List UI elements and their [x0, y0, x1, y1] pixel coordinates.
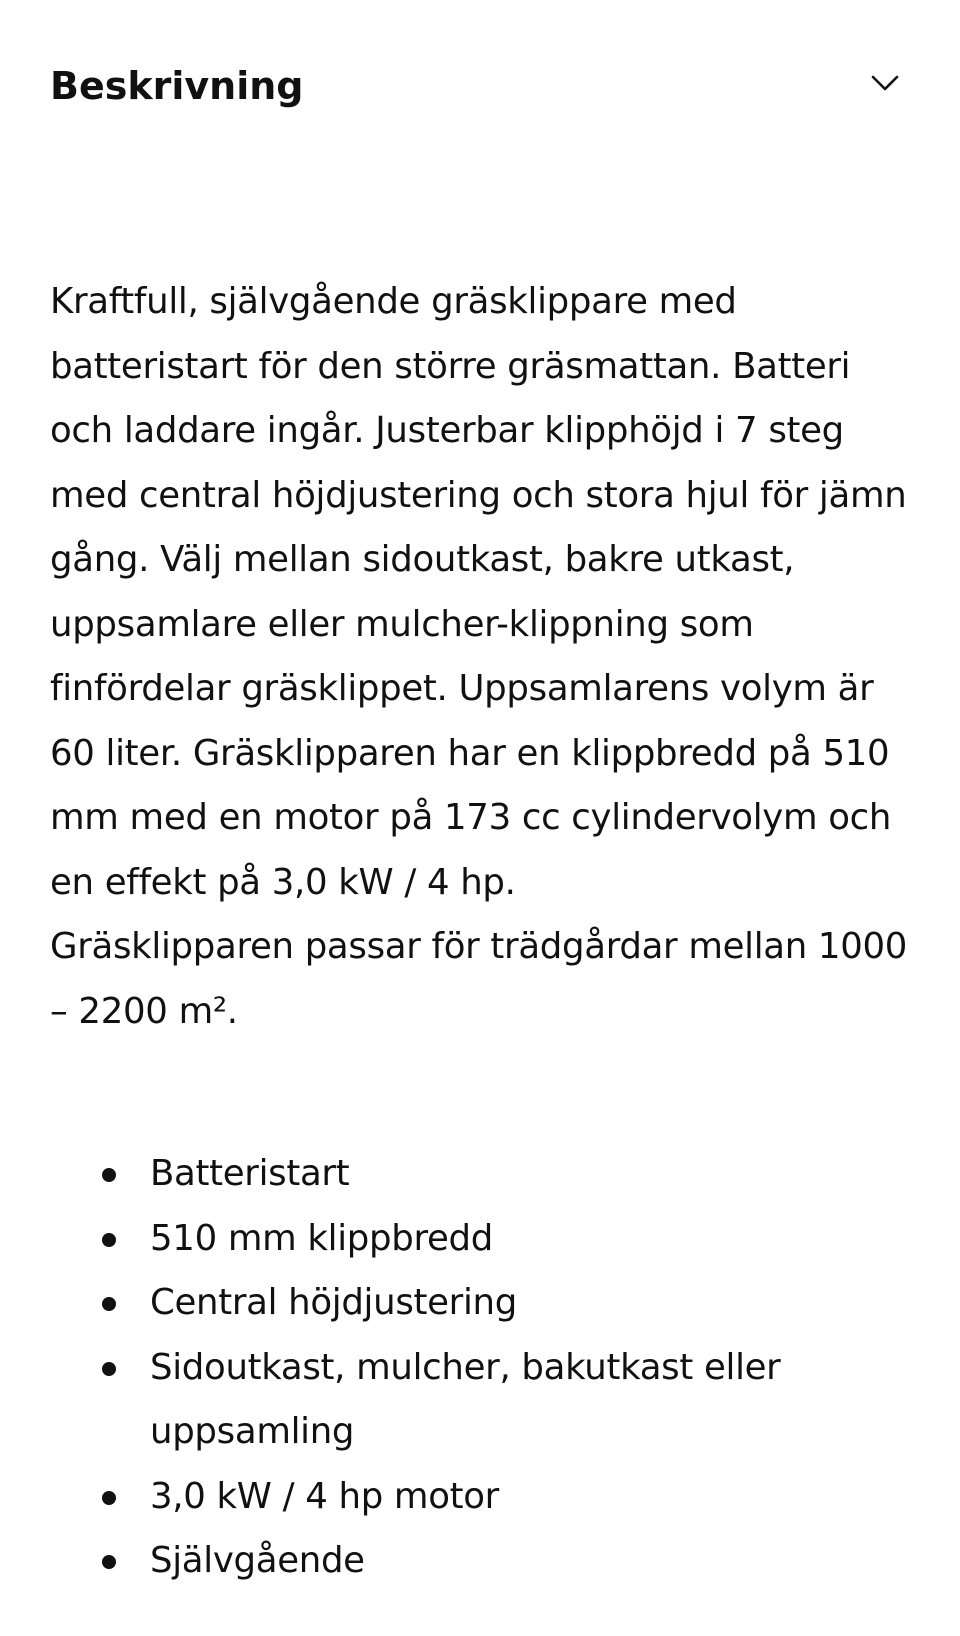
feature-label: Självgående	[150, 1540, 365, 1581]
bullet-icon	[102, 1297, 116, 1311]
list-item	[50, 1142, 920, 1207]
description-accordion-header[interactable]	[50, 50, 910, 122]
bullet-icon	[102, 1362, 116, 1376]
list-item	[50, 1336, 920, 1465]
feature-label: 3,0 kW / 4 hp motor	[150, 1475, 499, 1517]
feature-label: Central höjdjustering	[150, 1282, 517, 1323]
bullet-icon	[102, 1555, 116, 1569]
list-item	[50, 1271, 920, 1336]
feature-list	[50, 1142, 920, 1594]
list-item	[50, 1207, 920, 1272]
feature-label: 510 mm klippbredd	[150, 1217, 494, 1259]
chevron-down-icon[interactable]	[870, 73, 900, 93]
list-item	[50, 1529, 920, 1594]
section-title: Beskrivning	[50, 64, 304, 108]
description-paragraph: Gräsklipparen passar för trädgårdar mellan 1000 – 2200 m².	[50, 926, 908, 1032]
bullet-icon	[102, 1168, 116, 1182]
description-text	[50, 270, 920, 1044]
list-item	[50, 1465, 920, 1530]
description-paragraph: Kraftfull, självgående gräsklippare med batteristart för den större gräsmattan. Batteri och laddare ingår. Justerbar klipphöjd i 7 steg med central höjdjustering och stora hjul för jämn gång. Välj mellan sidoutkast, bakre utkast, uppsamlare eller mulcher-klippning som finfördelar gräsklippet. Uppsamlarens volym är 60 liter. Gräsklipparen har en klippbredd på 510 mm med en motor på 173 cc cylindervolym och en effekt på 3,0 kW / 4 hp.	[50, 281, 907, 903]
bullet-icon	[102, 1491, 116, 1505]
feature-label: Batteristart	[150, 1153, 350, 1194]
bullet-icon	[102, 1233, 116, 1247]
feature-label: Sidoutkast, mulcher, bakutkast eller uppsamling	[150, 1346, 781, 1452]
